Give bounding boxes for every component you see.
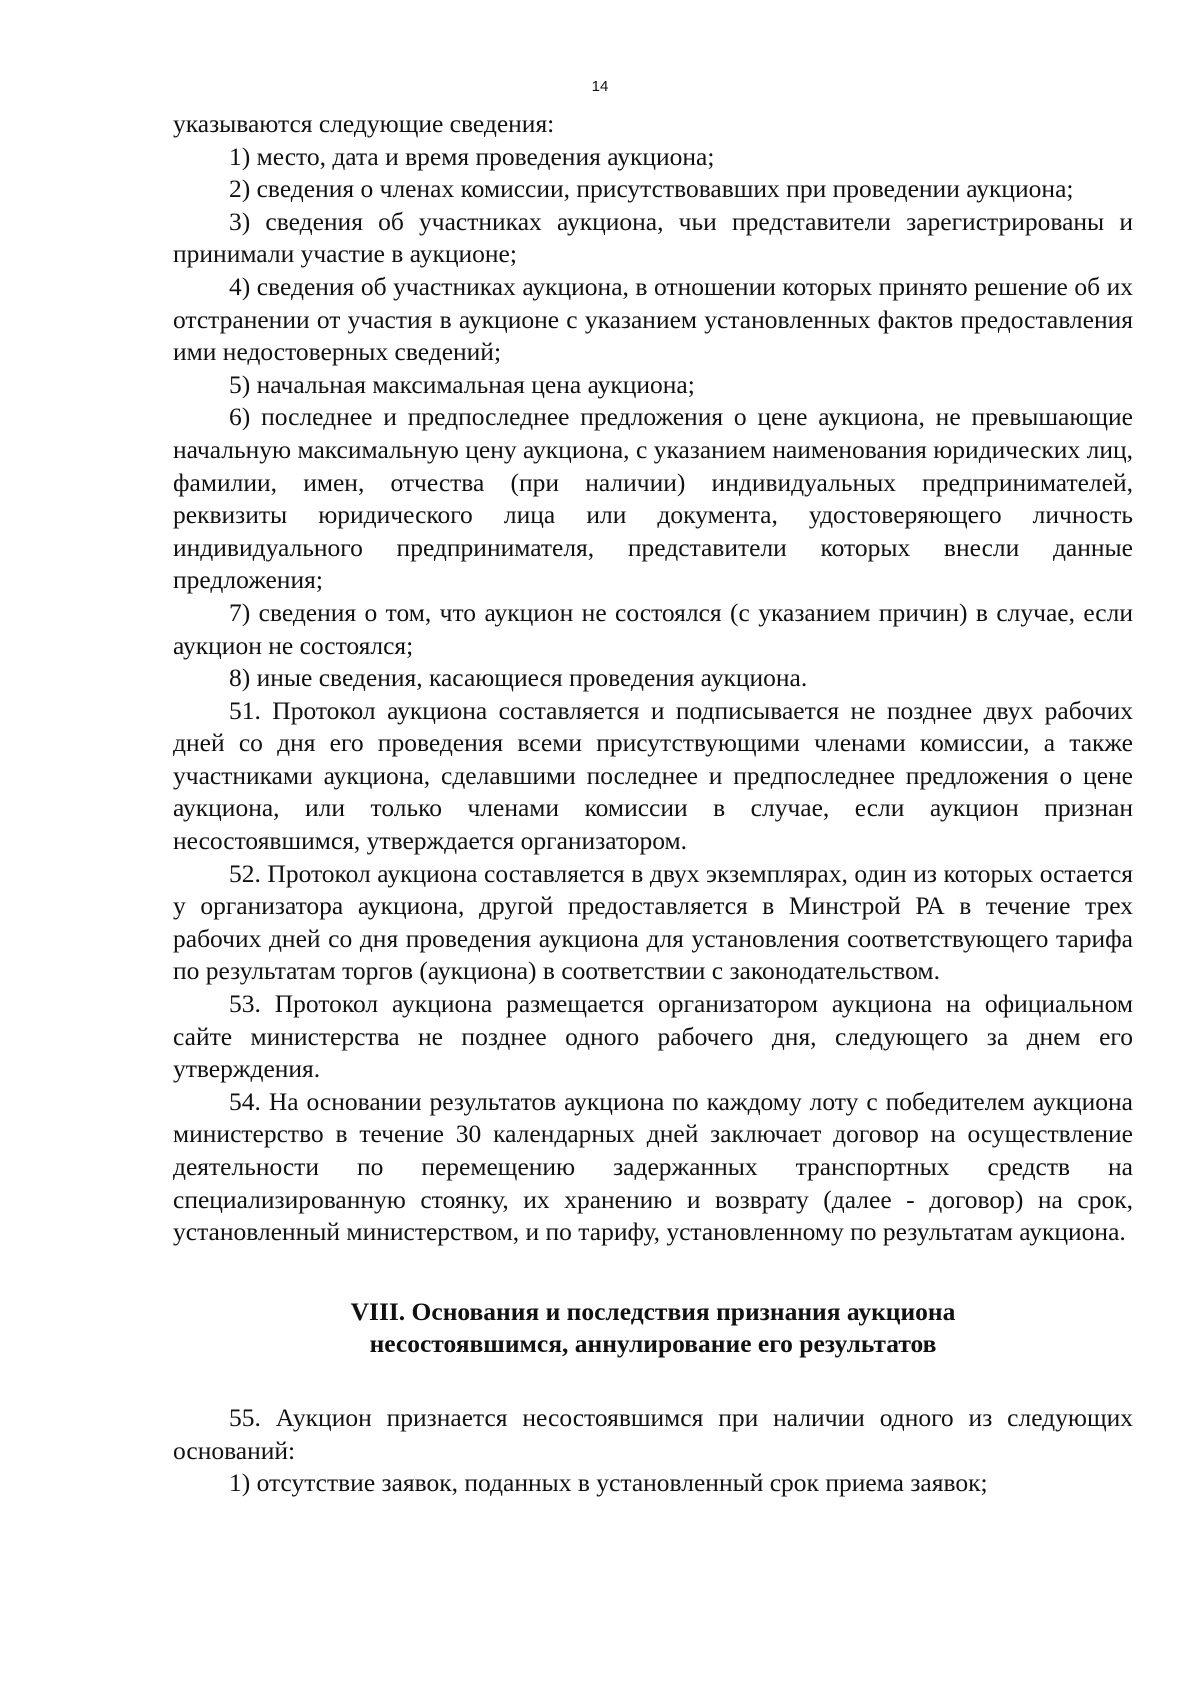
- section-heading: [173, 1296, 1133, 1361]
- section-heading-line-1: VIII. Основания и последствия признания аукциона: [350, 1296, 956, 1326]
- clause-54: 54. На основании результатов аукциона по каждому лоту с победителем аукциона министерство в течение 30 календарных дней заключает договор на осуществление деятельности по перемещению задержанных транспортных средств на специализированную стоянку, их хранению и возврату (далее - договор) на срок, установленный министерством, и по тарифу, установленному по результатам аукциона.: [173, 1086, 1133, 1247]
- page-number: 14: [591, 78, 609, 95]
- list-item-2: 2) сведения о членах комиссии, присутствовавших при проведении аукциона;: [229, 174, 1074, 204]
- list-item-5: 5) начальная максимальная цена аукциона;: [229, 369, 695, 399]
- clause-53: 53. Протокол аукциона размещается организатором аукциона на официальном сайте министерства не позднее одного рабочего дня, следующего за днем его утверждения.: [173, 989, 1133, 1084]
- list-item-4: 4) сведения об участниках аукциона, в отношении которых принято решение об их отстранении от участия в аукционе с указанием установленных фактов предоставления ими недостоверных сведений;: [173, 271, 1133, 367]
- list-item-8: 8) иные сведения, касающиеся проведения аукциона.: [229, 663, 808, 693]
- clause-55: 55. Аукцион признается несостоявшимся при наличии одного из следующих оснований:: [173, 1402, 1133, 1465]
- clause-55-item-1: 1) отсутствие заявок, поданных в установленный срок приема заявок;: [229, 1468, 988, 1498]
- clause-51: 51. Протокол аукциона составляется и подписывается не позднее двух рабочих дней со дня его проведения всеми присутствующими членами комиссии, а также участниками аукциона, сделавшими последнее и предпоследнее предложения о цене аукциона, или только членами комиссии в случае, если аукцион признан несостоявшимся, утверждается организатором.: [173, 695, 1133, 856]
- clause-52: 52. Протокол аукциона составляется в двух экземплярах, один из которых остается у организатора аукциона, другой предоставляется в Минстрой РА в течение трех рабочих дней со дня проведения аукциона для установления соответствующего тарифа по результатам торгов (аукциона) в соответствии с законодательством.: [173, 858, 1133, 986]
- list-item-7: 7) сведения о том, что аукцион не состоялся (с указанием причин) в случае, если аукцион не состоялся;: [173, 597, 1133, 660]
- list-item-6: 6) последнее и предпоследнее предложения о цене аукциона, не превышающие начальную максимальную цену аукциона, с указанием наименования юридических лиц, фамилии, имен, отчества (при наличии) индивидуальных предпринимателей, реквизиты юридического лица или документа, удостоверяющего личность индивидуального предпринимателя, представители которых внесли данные предложения;: [173, 402, 1133, 595]
- paragraph-intro: указываются следующие сведения:: [173, 109, 555, 138]
- list-item-3: 3) сведения об участниках аукциона, чьи представители зарегистрированы и принимали участие в аукционе;: [173, 206, 1133, 269]
- document-body: [173, 108, 1133, 1500]
- section-heading-line-2: несостоявшимся, аннулирование его результатов: [369, 1329, 937, 1359]
- list-item-1: 1) место, дата и время проведения аукциона;: [229, 141, 715, 171]
